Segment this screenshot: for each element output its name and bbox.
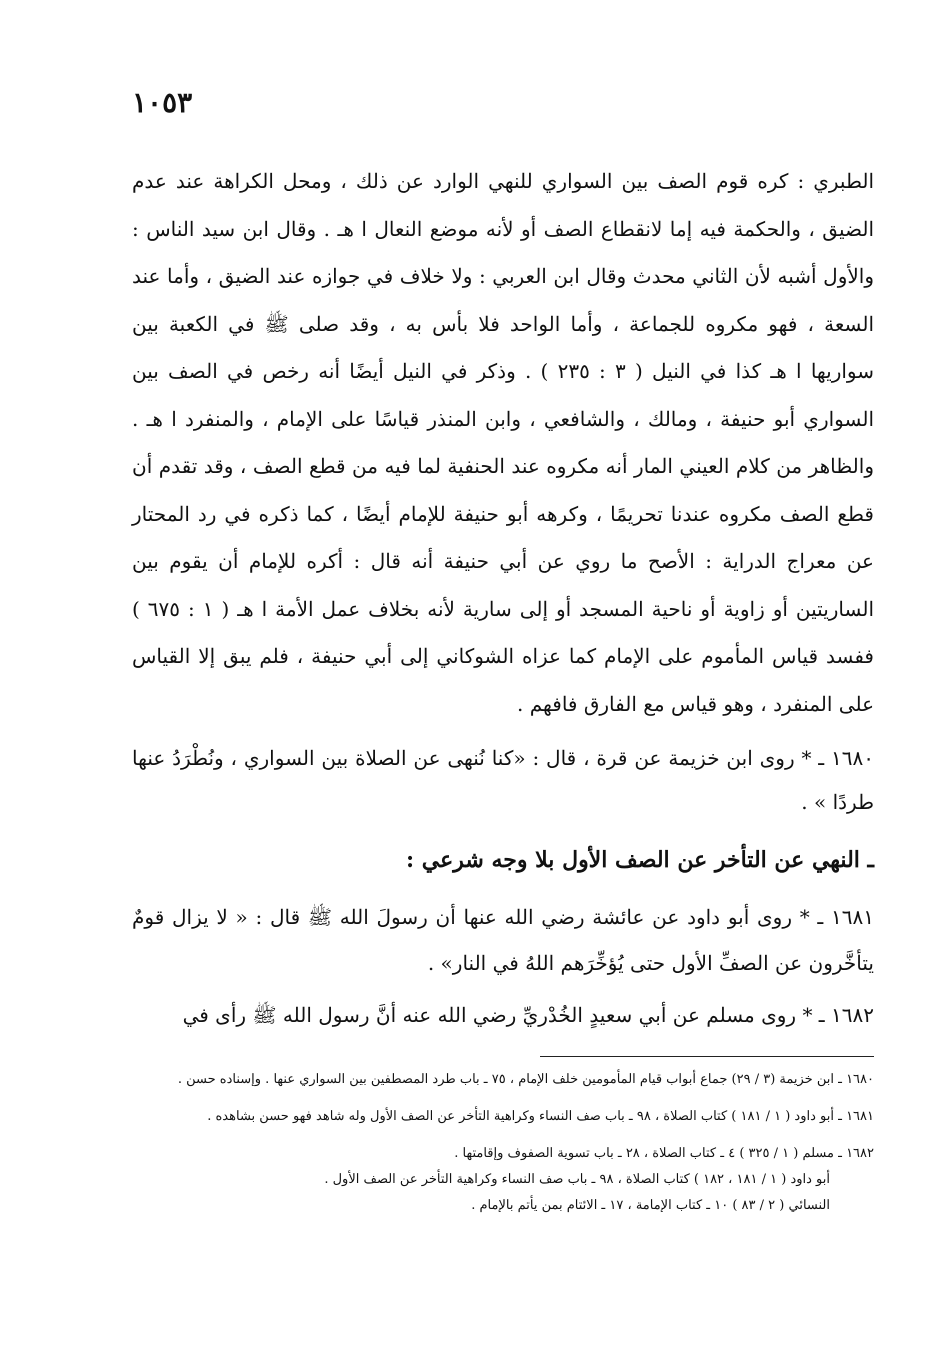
footnote-divider (540, 1056, 874, 1057)
footnote-1682-nasai: النسائي ( ٢ / ٨٣ ) ١٠ ـ كتاب الإمامة ، ١٧ ـ الائتام بمن يأتم بالإمام . (471, 1198, 830, 1213)
footnote-1682: ١٦٨٢ ـ مسلم ( ١ / ٣٢٥ ) ٤ ـ كتاب الصلاة ، ٢٨ ـ باب تسوية الصفوف وإقامتها . (454, 1146, 874, 1161)
footnote-1682-abu-dawud: أبو داود ( ١ / ١٨١ ، ١٨٢ ) كتاب الصلاة ، ٩٨ ـ باب صف النساء وكراهية التأخر عن الصف الأول . (324, 1172, 830, 1187)
hadith-1681: ١٦٨١ ـ * روى أبو داود عن عائشة رضي الله عنها أن رسولَ الله ﷺ قال : « لا يزال قومٌ يتأخَّرون عن الصفِّ الأول حتى يُؤخِّرَهم اللهُ في النار» . (132, 905, 874, 975)
main-paragraph: الطبري : كره قوم الصف بين السواري للنهي الوارد عن ذلك ، ومحل الكراهة عند عدم الضيق ، والحكمة فيه إما لانقطاع الصف أو لأنه موضع النعال ا هـ . وقال ابن سيد الناس : والأول أشبه لأن الثاني محدث وقال ابن العربي : ولا خلاف في جوازه عند الضيق ، وأما عند السعة ، فهو مكروه للجماعة ، وأما الواحد فلا بأس به ، وقد صلى ﷺ في الكعبة بين سواريها ا هـ كذا في النيل ( ٣ : ٢٣٥ ) . وذكر في النيل أيضًا أنه رخص في الصف بين السواري أبو حنيفة ، ومالك ، والشافعي ، وابن المنذر قياسًا على الإمام ، والمنفرد ا هـ . والظاهر من كلام العيني المار أنه مكروه عند الحنفية لما فيه من قطع الصف ، وقد تقدم أن قطع الصف مكروه عندنا تحريمًا ، وكرهه أبو حنيفة للإمام أيضًا ، كما ذكره في رد المحتار عن معراج الدراية : الأصح ما روي عن أبي حنيفة أنه قال : أكره للإمام أن يقوم بين الساريتين أو زاوية أو ناحية المسجد أو إلى سارية لأنه بخلاف عمل الأمة ا هـ ( ١ : ٦٧٥ ) ففسد قياس المأموم على الإمام كما عزاه الشوكاني إلى أبي حنيفة ، فلم يبق إلا القياس على المنفرد ، وهو قياس مع الفارق فافهم . (132, 169, 875, 716)
hadith-1682: ١٦٨٢ ـ * روى مسلم عن أبي سعيدٍ الخُدْريِّ رضي الله عنه أنَّ رسول الله ﷺ رأى في (182, 1003, 874, 1027)
section-heading: ـ النهي عن التأخر عن الصف الأول بلا وجه شرعي : (406, 847, 874, 873)
footnote-1680: ١٦٨٠ ـ ابن خزيمة (٣ / ٢٩) جماع أبواب قيام المأمومين خلف الإمام ، ٧٥ ـ باب طرد المصطفين بين السواري عنها . وإسناده حسن . (177, 1072, 874, 1087)
page-number: ١٠٥٣ (132, 86, 193, 119)
footnote-1681: ١٦٨١ ـ أبو داود ( ١ / ١٨١ ) كتاب الصلاة ، ٩٨ ـ باب صف النساء وكراهية التأخر عن الصف الأول وله شاهد فهو حسن بشاهده . (207, 1109, 874, 1124)
hadith-1680: ١٦٨٠ ـ * روى ابن خزيمة عن قرة ، قال : «كنا نُنهى عن الصلاة بين السواري ، ونُطْرَدُ عنها طردًا » . (132, 746, 874, 814)
footnotes (132, 1066, 874, 1219)
